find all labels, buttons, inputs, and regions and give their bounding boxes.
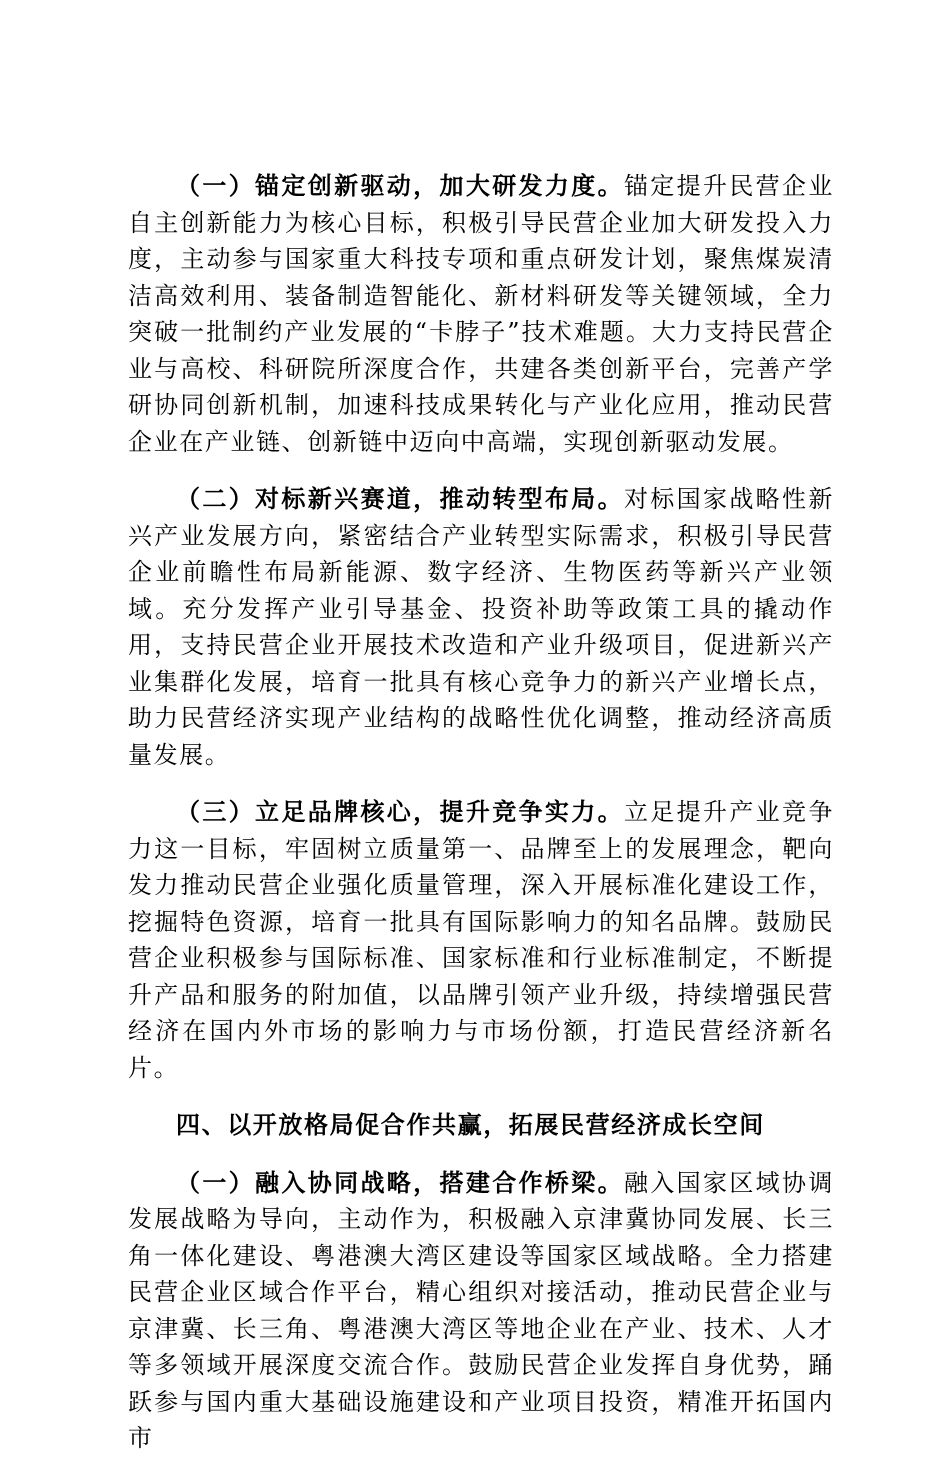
paragraph-brand — [128, 794, 834, 1086]
paragraph-body: 融入国家区域协调发展战略为导向，主动作为，积极融入京津冀协同发展、长三角一体化建设、粤港澳大湾区建设等国家区域战略。全力搭建民营企业区域合作平台，精心组织对接活动，推动民营企业与京津冀、长三角、粤港澳大湾区等地企业在产业、技术、人才等多领域开展深度交流合作。鼓励民营企业发挥自身优势，踊跃参与国内重大基础设施建设和产业项目投资，精准开拓国内市 — [128, 1168, 834, 1452]
paragraph-body: 锚定提升民营企业自主创新能力为核心目标，积极引导民营企业加大研发投入力度，主动参与国家重大科技专项和重点研发计划，聚焦煤炭清洁高效利用、装备制造智能化、新材料研发等关键领域，全力突破一批制约产业发展的“卡脖子”技术难题。大力支持民营企业与高校、科研院所深度合作，共建各类创新平台，完善产学研协同创新机制，加速科技成果转化与产业化应用，推动民营企业在产业链、创新链中迈向中高端，实现创新驱动发展。 — [128, 172, 834, 456]
paragraph-body: 立足提升产业竞争力这一目标，牢固树立质量第一、品牌至上的发展理念，靶向发力推动民营企业强化质量管理，深入开展标准化建设工作，挖掘特色资源，培育一批具有国际影响力的知名品牌。鼓励民营企业积极参与国际标准、国家标准和行业标准制定，不断提升产品和服务的附加值，以品牌引领产业升级，持续增强民营经济在国内外市场的影响力与市场份额，打造民营经济新名片。 — [128, 798, 834, 1082]
paragraph-innovation — [128, 168, 834, 460]
paragraph-lead: （三）立足品牌核心，提升竞争实力。 — [176, 797, 624, 826]
paragraph-lead: （一）锚定创新驱动，加大研发力度。 — [176, 171, 624, 200]
paragraph-cooperation — [128, 1165, 834, 1457]
paragraph-transformation — [128, 481, 834, 773]
paragraph-lead: （二）对标新兴赛道，推动转型布局。 — [176, 484, 624, 513]
document-page — [128, 168, 834, 1478]
paragraph-body: 对标国家战略性新兴产业发展方向，紧密结合产业转型实际需求，积极引导民营企业前瞻性布局新能源、数字经济、生物医药等新兴产业领域。充分发挥产业引导基金、投资补助等政策工具的撬动作用，支持民营企业开展技术改造和产业升级项目，促进新兴产业集群化发展，培育一批具有核心竞争力的新兴产业增长点，助力民营经济实现产业结构的战略性优化调整，推动经济高质量发展。 — [128, 485, 834, 769]
paragraph-lead: （一）融入协同战略，搭建合作桥梁。 — [176, 1167, 624, 1197]
section-heading: 四、以开放格局促合作共赢，拓展民营经济成长空间 — [176, 1110, 765, 1139]
